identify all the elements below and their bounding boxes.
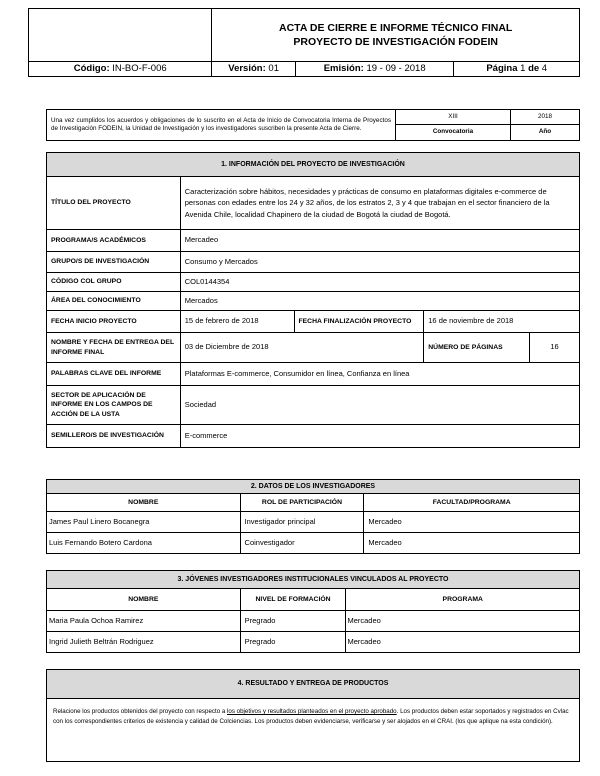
pagina-total: 4 xyxy=(541,62,548,74)
sector-label: SECTOR DE APLICACIÓN DE INFORME EN LOS CAMPOS DE ACCIÓN DE LA USTA xyxy=(47,386,181,425)
investigator-name: James Paul Linero Bocanegra xyxy=(47,512,241,533)
entrega-label: NOMBRE Y FECHA DE ENTREGA DEL INFORME FINAL xyxy=(47,333,181,363)
emision-label: Emisión: xyxy=(323,62,364,74)
section-3-heading: 3. JÓVENES INVESTIGADORES INSTITUCIONALES VINCULADOS AL PROYECTO xyxy=(47,571,580,589)
project-info-table xyxy=(46,152,580,448)
intro-text: Una vez cumplidos los acuerdos y obligaciones de lo suscrito en el Acta de Inicio de Convocatoria Interna de Proyectos de Investigación FODEIN, la Unidad de Investigación y los investigadores suscriben la presente Acta de Cierre. xyxy=(47,110,396,141)
col-facultad: FACULTAD/PROGRAMA xyxy=(364,494,580,512)
titulo-value: Caracterización sobre hábitos, necesidades y prácticas de consumo en plataformas digitales e-commerce de personas con edades entre los 24 y 32 años, de los estratos 2, 3 y 4 que trabajan en el sector financiero de la Avenida Chile, localidad Chapinero de la ciudad de Bogotá la ciudad de Bogotá. xyxy=(180,177,579,230)
researcher-program: Mercadeo xyxy=(346,611,580,632)
researcher-level: Pregrado xyxy=(240,632,346,653)
pagina-label: Página xyxy=(486,62,518,74)
area-label: ÁREA DEL CONOCIMIENTO xyxy=(47,292,181,311)
codigo-grupo-label: CÓDIGO COL GRUPO xyxy=(47,273,181,292)
researcher-level: Pregrado xyxy=(240,611,346,632)
palabras-value: Plataformas E-commerce, Consumidor en línea, Confianza en línea xyxy=(180,363,579,386)
pagina-cell xyxy=(454,62,580,77)
fecha-inicio-value: 15 de febrero de 2018 xyxy=(180,311,294,333)
logo-placeholder xyxy=(29,9,212,62)
investigator-role: Investigador principal xyxy=(240,512,364,533)
grupo-value: Consumo y Mercados xyxy=(180,252,579,273)
investigator-faculty: Mercadeo xyxy=(364,533,580,554)
programa-label: PROGRAMA/S ACADÉMICOS xyxy=(47,230,181,252)
pagina-value: 1 xyxy=(520,62,526,74)
version-label: Versión: xyxy=(228,62,266,74)
codigo-value: IN-BO-F-006 xyxy=(112,62,167,74)
document-header xyxy=(28,8,580,77)
title-line-2: PROYECTO DE INVESTIGACIÓN FODEIN xyxy=(293,36,498,48)
emision-cell xyxy=(295,62,454,77)
investigator-faculty: Mercadeo xyxy=(364,512,580,533)
table-row xyxy=(47,632,580,653)
titulo-label: TÍTULO DEL PROYECTO xyxy=(47,177,181,230)
version-value: 01 xyxy=(268,62,279,74)
paginas-value: 16 xyxy=(530,333,580,363)
col-nombre: NOMBRE xyxy=(47,589,241,611)
document-title xyxy=(212,9,580,62)
version-cell xyxy=(212,62,296,77)
convocatoria-label: Convocatoria xyxy=(396,125,511,141)
investigator-name: Luis Fernando Botero Cardona xyxy=(47,533,241,554)
researcher-name: Ingrid Julieth Beltrán Rodriguez xyxy=(47,632,241,653)
pagina-de: de xyxy=(528,62,540,74)
products-instructions xyxy=(47,699,580,762)
anio-value: 2018 xyxy=(511,110,580,125)
researcher-program: Mercadeo xyxy=(346,632,580,653)
codigo-grupo-value: COL0144354 xyxy=(180,273,579,292)
fecha-fin-label: FECHA FINALIZACIÓN PROYECTO xyxy=(294,311,424,333)
grupo-label: GRUPO/S DE INVESTIGACIÓN xyxy=(47,252,181,273)
intro-table xyxy=(46,109,580,141)
codigo-cell xyxy=(29,62,212,77)
area-value: Mercados xyxy=(180,292,579,311)
table-row xyxy=(47,533,580,554)
fecha-inicio-label: FECHA INICIO PROYECTO xyxy=(47,311,181,333)
section-1-heading: 1. INFORMACIÓN DEL PROYECTO DE INVESTIGACIÓN xyxy=(47,153,580,177)
convocatoria-value: XIII xyxy=(396,110,511,125)
palabras-label: PALABRAS CLAVE DEL INFORME xyxy=(47,363,181,386)
programa-value: Mercadeo xyxy=(180,230,579,252)
col-programa: PROGRAMA xyxy=(346,589,580,611)
researcher-name: Maria Paula Ochoa Ramirez xyxy=(47,611,241,632)
anio-label: Año xyxy=(511,125,580,141)
products-table xyxy=(46,669,580,762)
emision-value: 19 - 09 - 2018 xyxy=(366,62,426,74)
sector-value: Sociedad xyxy=(180,386,579,425)
paginas-label: NÚMERO DE PÁGINAS xyxy=(424,333,530,363)
fecha-fin-value: 16 de noviembre de 2018 xyxy=(424,311,580,333)
section-2-heading: 2. DATOS DE LOS INVESTIGADORES xyxy=(47,480,580,494)
section-4-heading: 4. RESULTADO Y ENTREGA DE PRODUCTOS xyxy=(47,670,580,699)
semillero-value: E-commerce xyxy=(180,425,579,448)
investigators-table xyxy=(46,479,580,554)
entrega-value: 03 de Diciembre de 2018 xyxy=(180,333,424,363)
title-line-1: ACTA DE CIERRE E INFORME TÉCNICO FINAL xyxy=(279,21,513,34)
col-nivel: NIVEL DE FORMACIÓN xyxy=(240,589,346,611)
semillero-label: SEMILLERO/S DE INVESTIGACIÓN xyxy=(47,425,181,448)
instructions-underlined: los objetivos y resultados planteados en el proyecto aprobado xyxy=(227,708,397,715)
table-row xyxy=(47,512,580,533)
instructions-text-b: . Los productos deben estar soportados y registrados en Cvlac con los correspondientes criterios de existencia y calidad de Colciencias. Los productos deben evidenciarse, verificarse y ser alojados en el CRAI. (los que aplique na esta condición). xyxy=(53,708,569,725)
instructions-text-a: Relacione los productos obtenidos del proyecto con respecto a xyxy=(53,708,228,715)
investigator-role: Coinvestigador xyxy=(240,533,364,554)
young-researchers-table xyxy=(46,570,580,653)
col-rol: ROL DE PARTICIPACIÓN xyxy=(240,494,364,512)
col-nombre: NOMBRE xyxy=(47,494,241,512)
codigo-label: Código: xyxy=(73,62,110,74)
table-row xyxy=(47,611,580,632)
